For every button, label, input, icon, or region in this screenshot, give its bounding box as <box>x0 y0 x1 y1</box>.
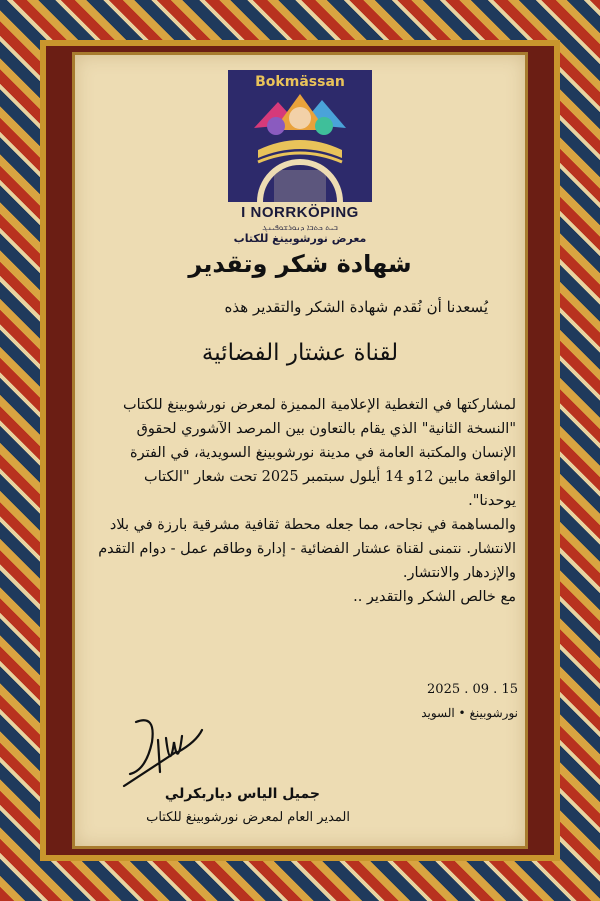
logo-emblem <box>228 70 372 202</box>
signer-name: جميل الياس دياربكرلي <box>164 786 320 802</box>
signer-title: المدير العام لمعرض نورشوبينغ للكتاب <box>146 810 350 825</box>
certificate-intro: يُسعدنا أن نُقدم شهادة الشكر والتقدير هذه <box>224 298 488 316</box>
logo-syriac-subtitle: ܒܝܬ ܟܬܒܐ ܕܢܘܪܫܘܦܝܢܓ <box>262 223 338 232</box>
recipient-name: لقناة عشتار الفضائية <box>201 340 399 366</box>
signature-mark <box>116 712 206 794</box>
logo-brand: Bokmässan <box>255 74 345 90</box>
body-paragraph: لمشاركتها في التغطية الإعلامية المميزة لمعرض نورشوبينغ للكتاب "النسخة الثانية" الذي يقام بالتعاون بين المرصد الآشوري لحقوق الإنسان والمكتبة العامة في مدينة نورشوبينغ السويدية، في الفترة الواقعة مابين 12و 14 أيلول سبتمبر 2025 تحت شعار "الكتاب يوحدنا". <box>122 397 516 509</box>
body-closing: مع خالص الشكر والتقدير .. <box>353 589 516 605</box>
issue-date: 2025 . 09 . 15 <box>427 682 518 697</box>
issue-place: نورشوبينغ • السويد <box>421 706 518 720</box>
bokmassan-logo <box>228 70 372 245</box>
certificate-body <box>96 393 516 609</box>
logo-city: I NORRKÖPING <box>241 204 359 221</box>
logo-arabic-subtitle: معرض نورشوبينغ للكتاب <box>233 232 367 245</box>
certificate-title: شهادة شكر وتقدير <box>188 250 412 278</box>
body-paragraph: والمساهمة في نجاحه، مما جعله محطة ثقافية مشرقية بارزة في بلاد الانتشار. نتمنى لقناة عشتار الفضائية - إدارة وطاقم عمل - دوام التقدم والإزدهار والانتشار. <box>98 517 516 581</box>
